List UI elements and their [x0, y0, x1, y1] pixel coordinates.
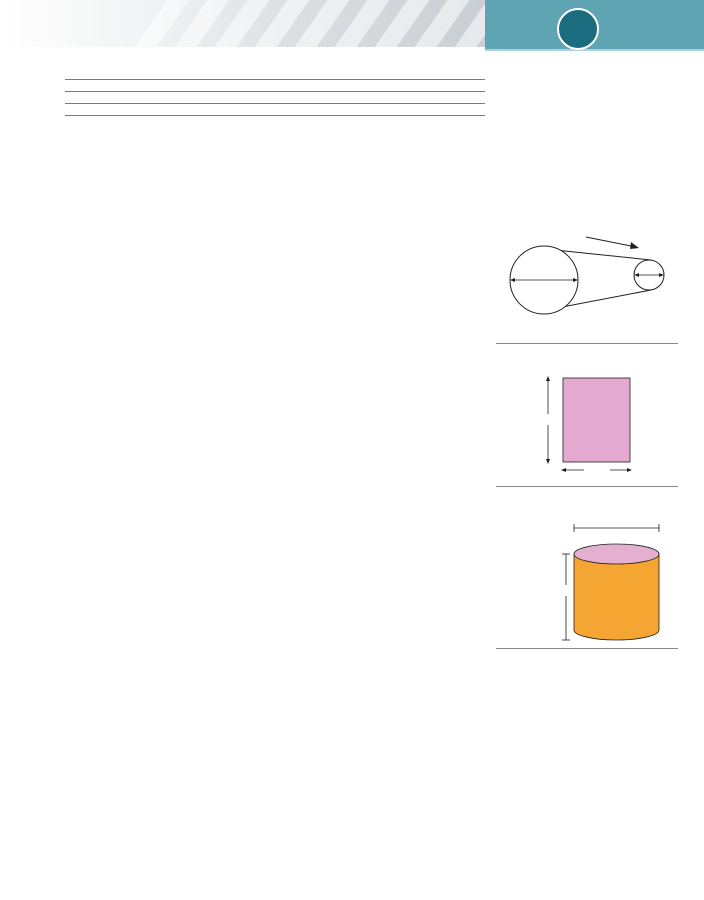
- ratios-heading: [65, 76, 485, 80]
- car-roof-diagram: [496, 372, 678, 484]
- volumes-heading: [65, 100, 485, 104]
- header-tab-line: [485, 49, 704, 51]
- header-rule: [0, 47, 485, 49]
- arrow-head: [630, 242, 639, 249]
- rotation-arrow: [586, 237, 636, 247]
- pulley-ratio-diagram: [496, 232, 678, 342]
- cylinder-diagram: [496, 514, 678, 648]
- indices-heading: [65, 112, 485, 116]
- cylinder-top: [574, 544, 659, 564]
- chapter-number-badge: [557, 8, 599, 50]
- page-header: [0, 0, 704, 56]
- figure-1-62-caption: [496, 343, 678, 346]
- areas-heading: [65, 88, 485, 92]
- figure-1-63-caption: [496, 486, 678, 489]
- header-tyre-band: [0, 0, 485, 47]
- main-column: [65, 68, 485, 122]
- figure-1-64-caption: [496, 648, 678, 651]
- roof-rectangle: [563, 378, 630, 462]
- cylinder-body: [574, 554, 659, 640]
